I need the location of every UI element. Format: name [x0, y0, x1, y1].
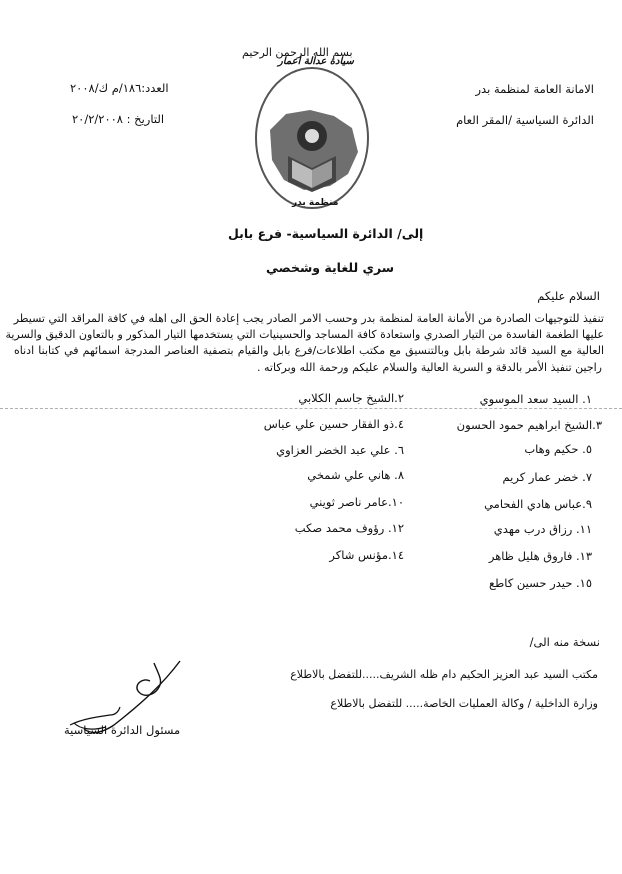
body-line-4: راجين تنفيذ الأمر بالدقة و السرية العالية والسلام عليكم ورحمة الله وبركاته . — [257, 361, 602, 374]
classification-label: سري للغاية وشخصي — [266, 260, 395, 275]
recipient-line: إلى/ الدائرة السياسية- فرع بابل — [228, 226, 424, 241]
list-item: ٤.ذو الفقار حسين علي عباس — [263, 417, 404, 431]
logo-slogan: سيادة عدالة اعمار — [278, 56, 354, 67]
list-item: ١٢. رؤوف محمد صكب — [294, 521, 404, 535]
list-item: ٨. هاني علي شمخي — [307, 468, 404, 482]
list-item: ٦. علي عبد الخضر العزاوي — [276, 443, 404, 457]
list-item: ١٤.مؤنس شاكر — [329, 548, 404, 562]
copy-recipient-1: مكتب السيد عبد العزيز الحكيم دام ظله الشريف.....للتفضل بالاطلاع — [290, 668, 598, 681]
list-item: ١١. رزاق درب مهدي — [493, 522, 592, 536]
document-date: التاريخ : ٢٠/٢/٢٠٠٨ — [72, 112, 165, 126]
list-item: ٧. خضر عمار كريم — [502, 470, 592, 484]
copies-heading: نسخة منه الى/ — [529, 635, 600, 649]
logo-caption: منظمة بدر — [292, 198, 339, 208]
badr-organization-logo — [248, 56, 376, 212]
list-item: ١. السيد سعد الموسوي — [479, 392, 592, 406]
organization-name: الامانة العامة لمنظمة بدر — [475, 82, 594, 96]
list-item: ٢.الشيخ جاسم الكلابي — [298, 391, 404, 405]
signature-title: مسئول الدائرة السياسية — [64, 723, 181, 737]
list-item: ٩.عباس هادي الفحامي — [484, 497, 592, 511]
department-name: الدائرة السياسية /المقر العام — [456, 113, 594, 127]
body-line-3: العالية مع السيد قائد شرطة بابل وبالتنسيق مع مكتب اطلاعات/فرع بابل والقيام بتصفية العناصر المدرجة اسمائهم في كتابنا ادناه — [14, 344, 604, 357]
scan-artifact-line — [0, 408, 622, 409]
list-item: ١٥. حيدر حسين كاطع — [489, 576, 592, 590]
copy-recipient-2: وزارة الداخلية / وكالة العمليات الخاصة..... للتفضل بالاطلاع — [330, 697, 598, 710]
list-item: ٣.الشيخ ابراهيم حمود الحسون — [456, 418, 602, 432]
list-item: ١٠.عامر ناصر ثويني — [309, 495, 404, 509]
list-item: ١٣. فاروق هليل ظاهر — [488, 549, 592, 563]
greeting: السلام عليكم — [537, 289, 600, 303]
list-item: ٥. حكيم وهاب — [524, 442, 592, 456]
body-line-1: تنفيذ للتوجيهات الصادرة من الأمانة العامة لمنظمة بدر وحسب الامر الصادر يجب إعادة الحق الى اهله في كافة المراقد التي تسيطر — [13, 312, 604, 325]
basmala: بسم الله الرحمن الرحيم — [242, 46, 353, 59]
document-number: العدد:١٨٦/م ك/٢٠٠٨ — [70, 81, 169, 95]
body-line-2: عليها الطغمة الفاسدة من التيار الصدري واستعادة كافة المساجد والحسينيات التي يستخدمها التيار المذكور و بالتعاون الدقيق والسرية — [5, 328, 604, 341]
